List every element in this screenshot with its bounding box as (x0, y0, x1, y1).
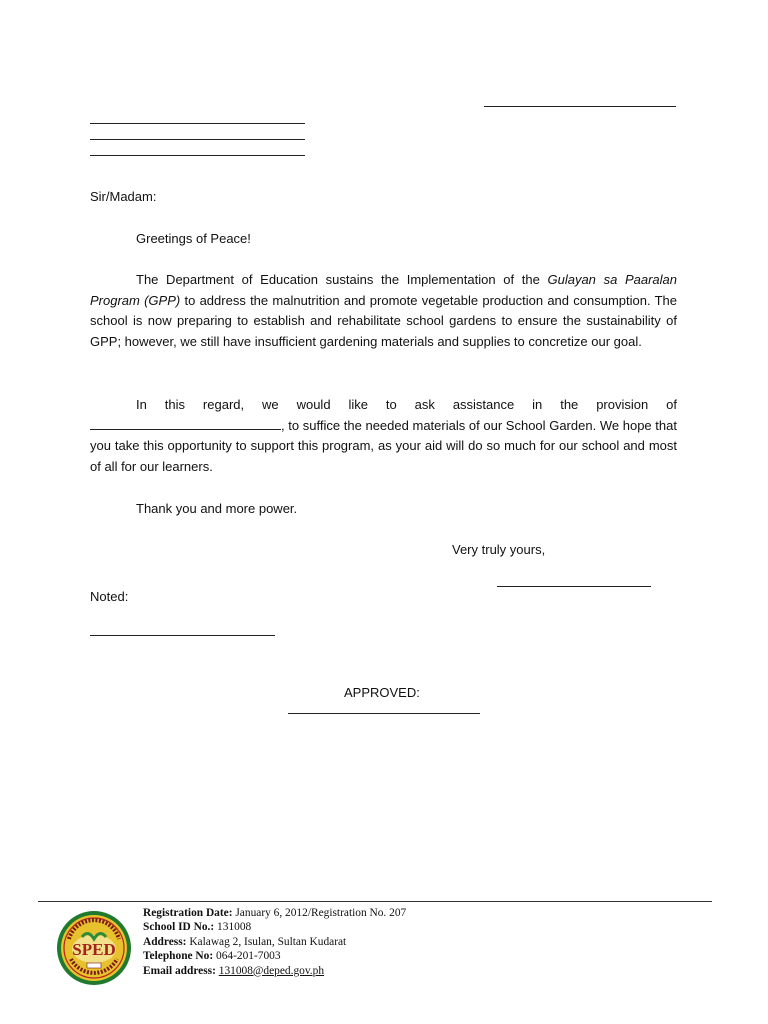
thanks-line: Thank you and more power. (136, 501, 298, 516)
address-line: Address: Kalawag 2, Isulan, Sultan Kudarat (143, 935, 347, 948)
school-seal-logo (55, 909, 133, 987)
footer-info (143, 906, 406, 978)
greeting: Greetings of Peace! (136, 231, 251, 246)
registration-line: Registration Date: January 6, 2012/Registration No. 207 (143, 907, 407, 919)
email-line: Email address: 131008@deped.gov.ph (143, 964, 325, 977)
recipient-position-blank (90, 139, 305, 140)
salutation: Sir/Madam: (90, 189, 157, 204)
noted-label: Noted: (90, 589, 129, 604)
school-id-line: School ID No.: 131008 (143, 921, 252, 934)
email-link[interactable]: 131008@deped.gov.ph (218, 964, 325, 977)
body-paragraph-2: In this regard, we would like to ask assistance in the provision of , to suffice the needed materials of our School Garden. We hope that you take this opportunity to support this program, as your aid will do so much for our school and most of all for our learners. (90, 397, 677, 475)
closing-line: Very truly yours, (452, 542, 546, 557)
logo-text: SPED (72, 940, 116, 959)
recipient-name-blank (90, 123, 305, 124)
date-blank-line (484, 106, 676, 107)
recipient-address-blank (90, 155, 305, 156)
approved-label: APPROVED: (344, 685, 420, 700)
telephone-line: Telephone No: 064-201-7003 (143, 950, 281, 963)
approved-signature-line (288, 713, 480, 714)
noted-signature-line (90, 635, 275, 636)
body-paragraph-1: The Department of Education sustains the Implementation of the Gulayan sa Paaralan Program (GPP) to address the malnutrition and promote vegetable production and consumption. The school is now preparing to establish and rehabilitate school gardens to ensure the sustainability of GPP; however, we still have insufficient gardening materials and supplies to concretize our goal. (90, 272, 677, 350)
program-name: Gulayan sa Paaralan Program (GPP) (90, 272, 677, 308)
signature-blank-line (497, 586, 651, 587)
footer-divider (38, 901, 712, 902)
materials-blank (90, 416, 281, 430)
